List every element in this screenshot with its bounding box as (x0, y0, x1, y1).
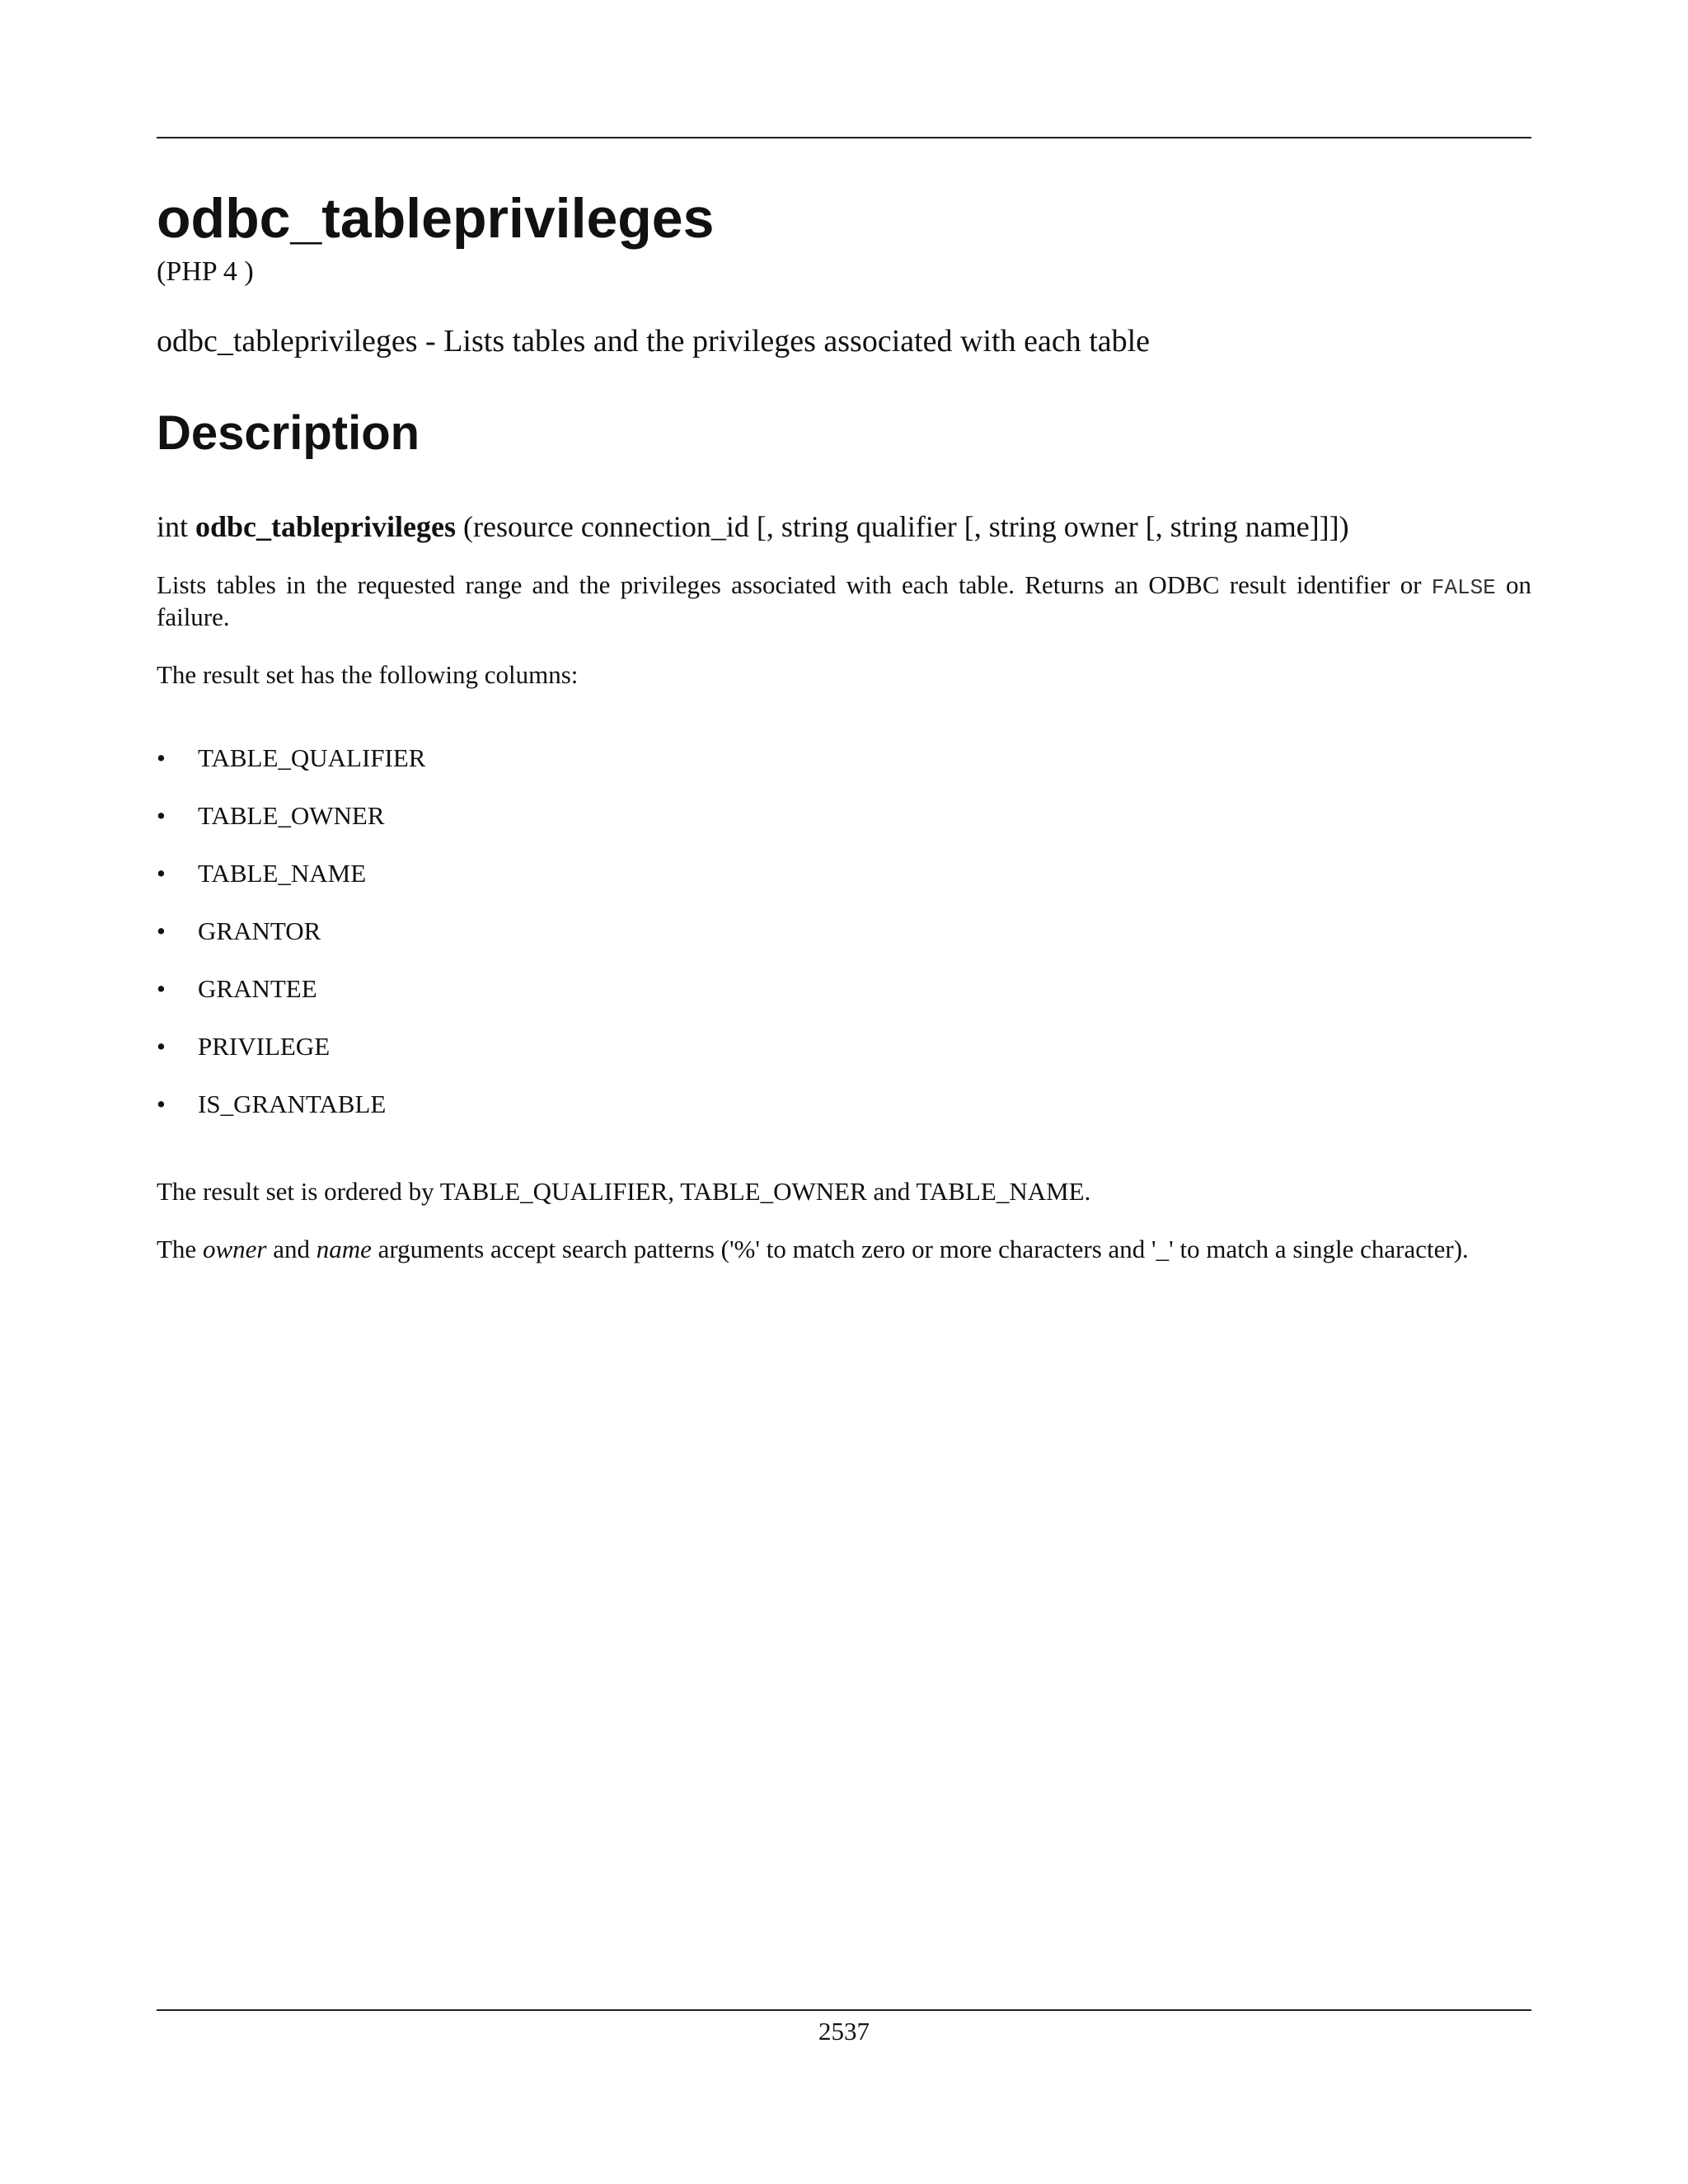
patterns-text: arguments accept search patterns ('%' to match zero or more characters and '_' to match a single character). (377, 1235, 1469, 1263)
return-text: Lists tables in the requested range and the privileges associated with each table. Returns an ODBC result identifier or (157, 570, 1422, 599)
return-value-paragraph (157, 570, 1531, 632)
list-item: • IS_GRANTABLE (157, 1090, 426, 1147)
header-rule (157, 137, 1531, 138)
columns-intro-paragraph: The result set has the following columns: (157, 660, 579, 689)
list-item: • TABLE_OWNER (157, 801, 426, 859)
result-columns-list (157, 743, 426, 1147)
function-synopsis (157, 509, 1531, 545)
page-number: 2537 (818, 2017, 870, 2046)
patterns-text: and (273, 1235, 310, 1263)
version-info: (PHP 4 ) (157, 256, 254, 287)
list-item: • GRANTOR (157, 916, 426, 974)
list-item: • GRANTEE (157, 974, 426, 1032)
patterns-text: The (157, 1235, 197, 1263)
section-heading: Description (157, 406, 420, 460)
list-item: • PRIVILEGE (157, 1032, 426, 1090)
false-constant: FALSE (1431, 575, 1496, 600)
ordering-paragraph: The result set is ordered by TABLE_QUALIFIER, TABLE_OWNER and TABLE_NAME. (157, 1177, 1091, 1206)
return-type: int (157, 510, 189, 543)
search-patterns-paragraph (157, 1235, 1531, 1264)
list-item: • TABLE_NAME (157, 859, 426, 916)
list-item: • TABLE_QUALIFIER (157, 743, 426, 801)
function-params: (resource connection_id [, string qualifier [, string owner [, string name]]]) (463, 510, 1349, 543)
owner-argument: owner (202, 1235, 267, 1263)
reference-purpose: odbc_tableprivileges - Lists tables and the privileges associated with each table (157, 324, 1151, 359)
name-argument: name (316, 1235, 372, 1263)
page-title: odbc_tableprivileges (157, 187, 715, 250)
return-text-end: on failure. (157, 570, 1532, 631)
function-name: odbc_tableprivileges (195, 510, 456, 543)
